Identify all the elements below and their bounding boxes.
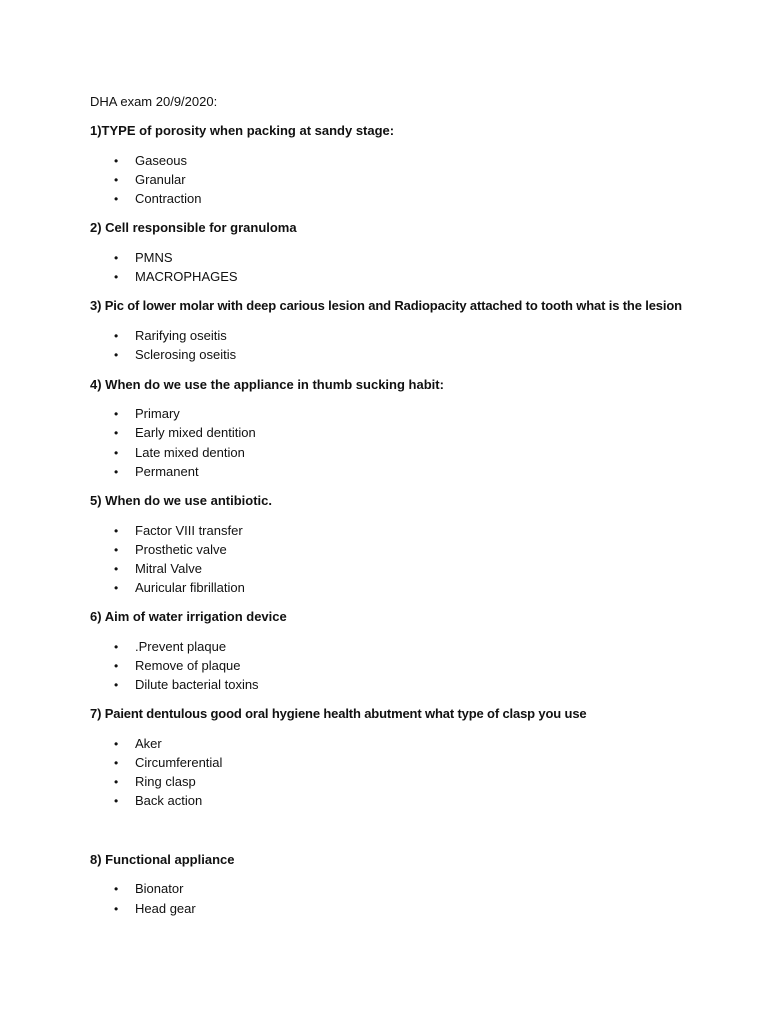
bullet-icon: • xyxy=(114,407,119,421)
bullet-icon: • xyxy=(114,192,119,206)
option-text: Aker xyxy=(135,736,162,751)
bullet-icon: • xyxy=(114,446,119,460)
question-8: 8) Functional appliance xyxy=(90,852,235,867)
option-text: Late mixed dention xyxy=(135,445,245,460)
question-1: 1)TYPE of porosity when packing at sandy stage: xyxy=(90,123,395,138)
bullet-icon: • xyxy=(114,154,119,168)
bullet-icon: • xyxy=(114,640,119,654)
option-text: Factor VIII transfer xyxy=(135,523,243,538)
option-text: .Prevent plaque xyxy=(135,639,227,654)
bullet-icon: • xyxy=(114,270,119,284)
option-text: PMNS xyxy=(135,250,173,265)
bullet-icon: • xyxy=(114,902,119,916)
option-text: Gaseous xyxy=(135,153,188,168)
option-text: Granular xyxy=(135,172,186,187)
option-text: Remove of plaque xyxy=(135,658,241,673)
question-6: 6) Aim of water irrigation device xyxy=(90,609,287,624)
bullet-icon: • xyxy=(114,465,119,479)
bullet-icon: • xyxy=(114,737,119,751)
bullet-icon: • xyxy=(114,794,119,808)
bullet-icon: • xyxy=(114,524,119,538)
option-text: Auricular fibrillation xyxy=(135,580,245,595)
bullet-icon: • xyxy=(114,543,119,557)
question-5: 5) When do we use antibiotic. xyxy=(90,493,273,508)
bullet-icon: • xyxy=(114,775,119,789)
option-text: Sclerosing oseitis xyxy=(135,347,237,362)
bullet-icon: • xyxy=(114,251,119,265)
bullet-icon: • xyxy=(114,426,119,440)
bullet-icon: • xyxy=(114,562,119,576)
option-text: Contraction xyxy=(135,191,202,206)
option-text: Rarifying oseitis xyxy=(135,328,227,343)
option-text: Dilute bacterial toxins xyxy=(135,677,259,692)
option-text: Circumferential xyxy=(135,755,223,770)
question-3: 3) Pic of lower molar with deep carious lesion and Radiopacity attached to tooth what is the lesion xyxy=(90,298,682,313)
question-4: 4) When do we use the appliance in thumb sucking habit: xyxy=(90,377,444,392)
bullet-icon: • xyxy=(114,173,119,187)
bullet-icon: • xyxy=(114,329,119,343)
bullet-icon: • xyxy=(114,348,119,362)
question-7: 7) Paient dentulous good oral hygiene health abutment what type of clasp you use xyxy=(90,706,587,721)
document-title: DHA exam 20/9/2020: xyxy=(90,94,218,109)
bullet-icon: • xyxy=(114,756,119,770)
bullet-icon: • xyxy=(114,678,119,692)
bullet-icon: • xyxy=(114,581,119,595)
option-text: Primary xyxy=(135,406,180,421)
option-text: Ring clasp xyxy=(135,774,196,789)
bullet-icon: • xyxy=(114,882,119,896)
option-text: MACROPHAGES xyxy=(135,269,238,284)
option-text: Bionator xyxy=(135,881,184,896)
option-text: Mitral Valve xyxy=(135,561,202,576)
option-text: Prosthetic valve xyxy=(135,542,227,557)
bullet-icon: • xyxy=(114,659,119,673)
option-text: Back action xyxy=(135,793,203,808)
question-2: 2) Cell responsible for granuloma xyxy=(90,220,297,235)
option-text: Head gear xyxy=(135,901,196,916)
option-text: Early mixed dentition xyxy=(135,425,256,440)
option-text: Permanent xyxy=(135,464,199,479)
